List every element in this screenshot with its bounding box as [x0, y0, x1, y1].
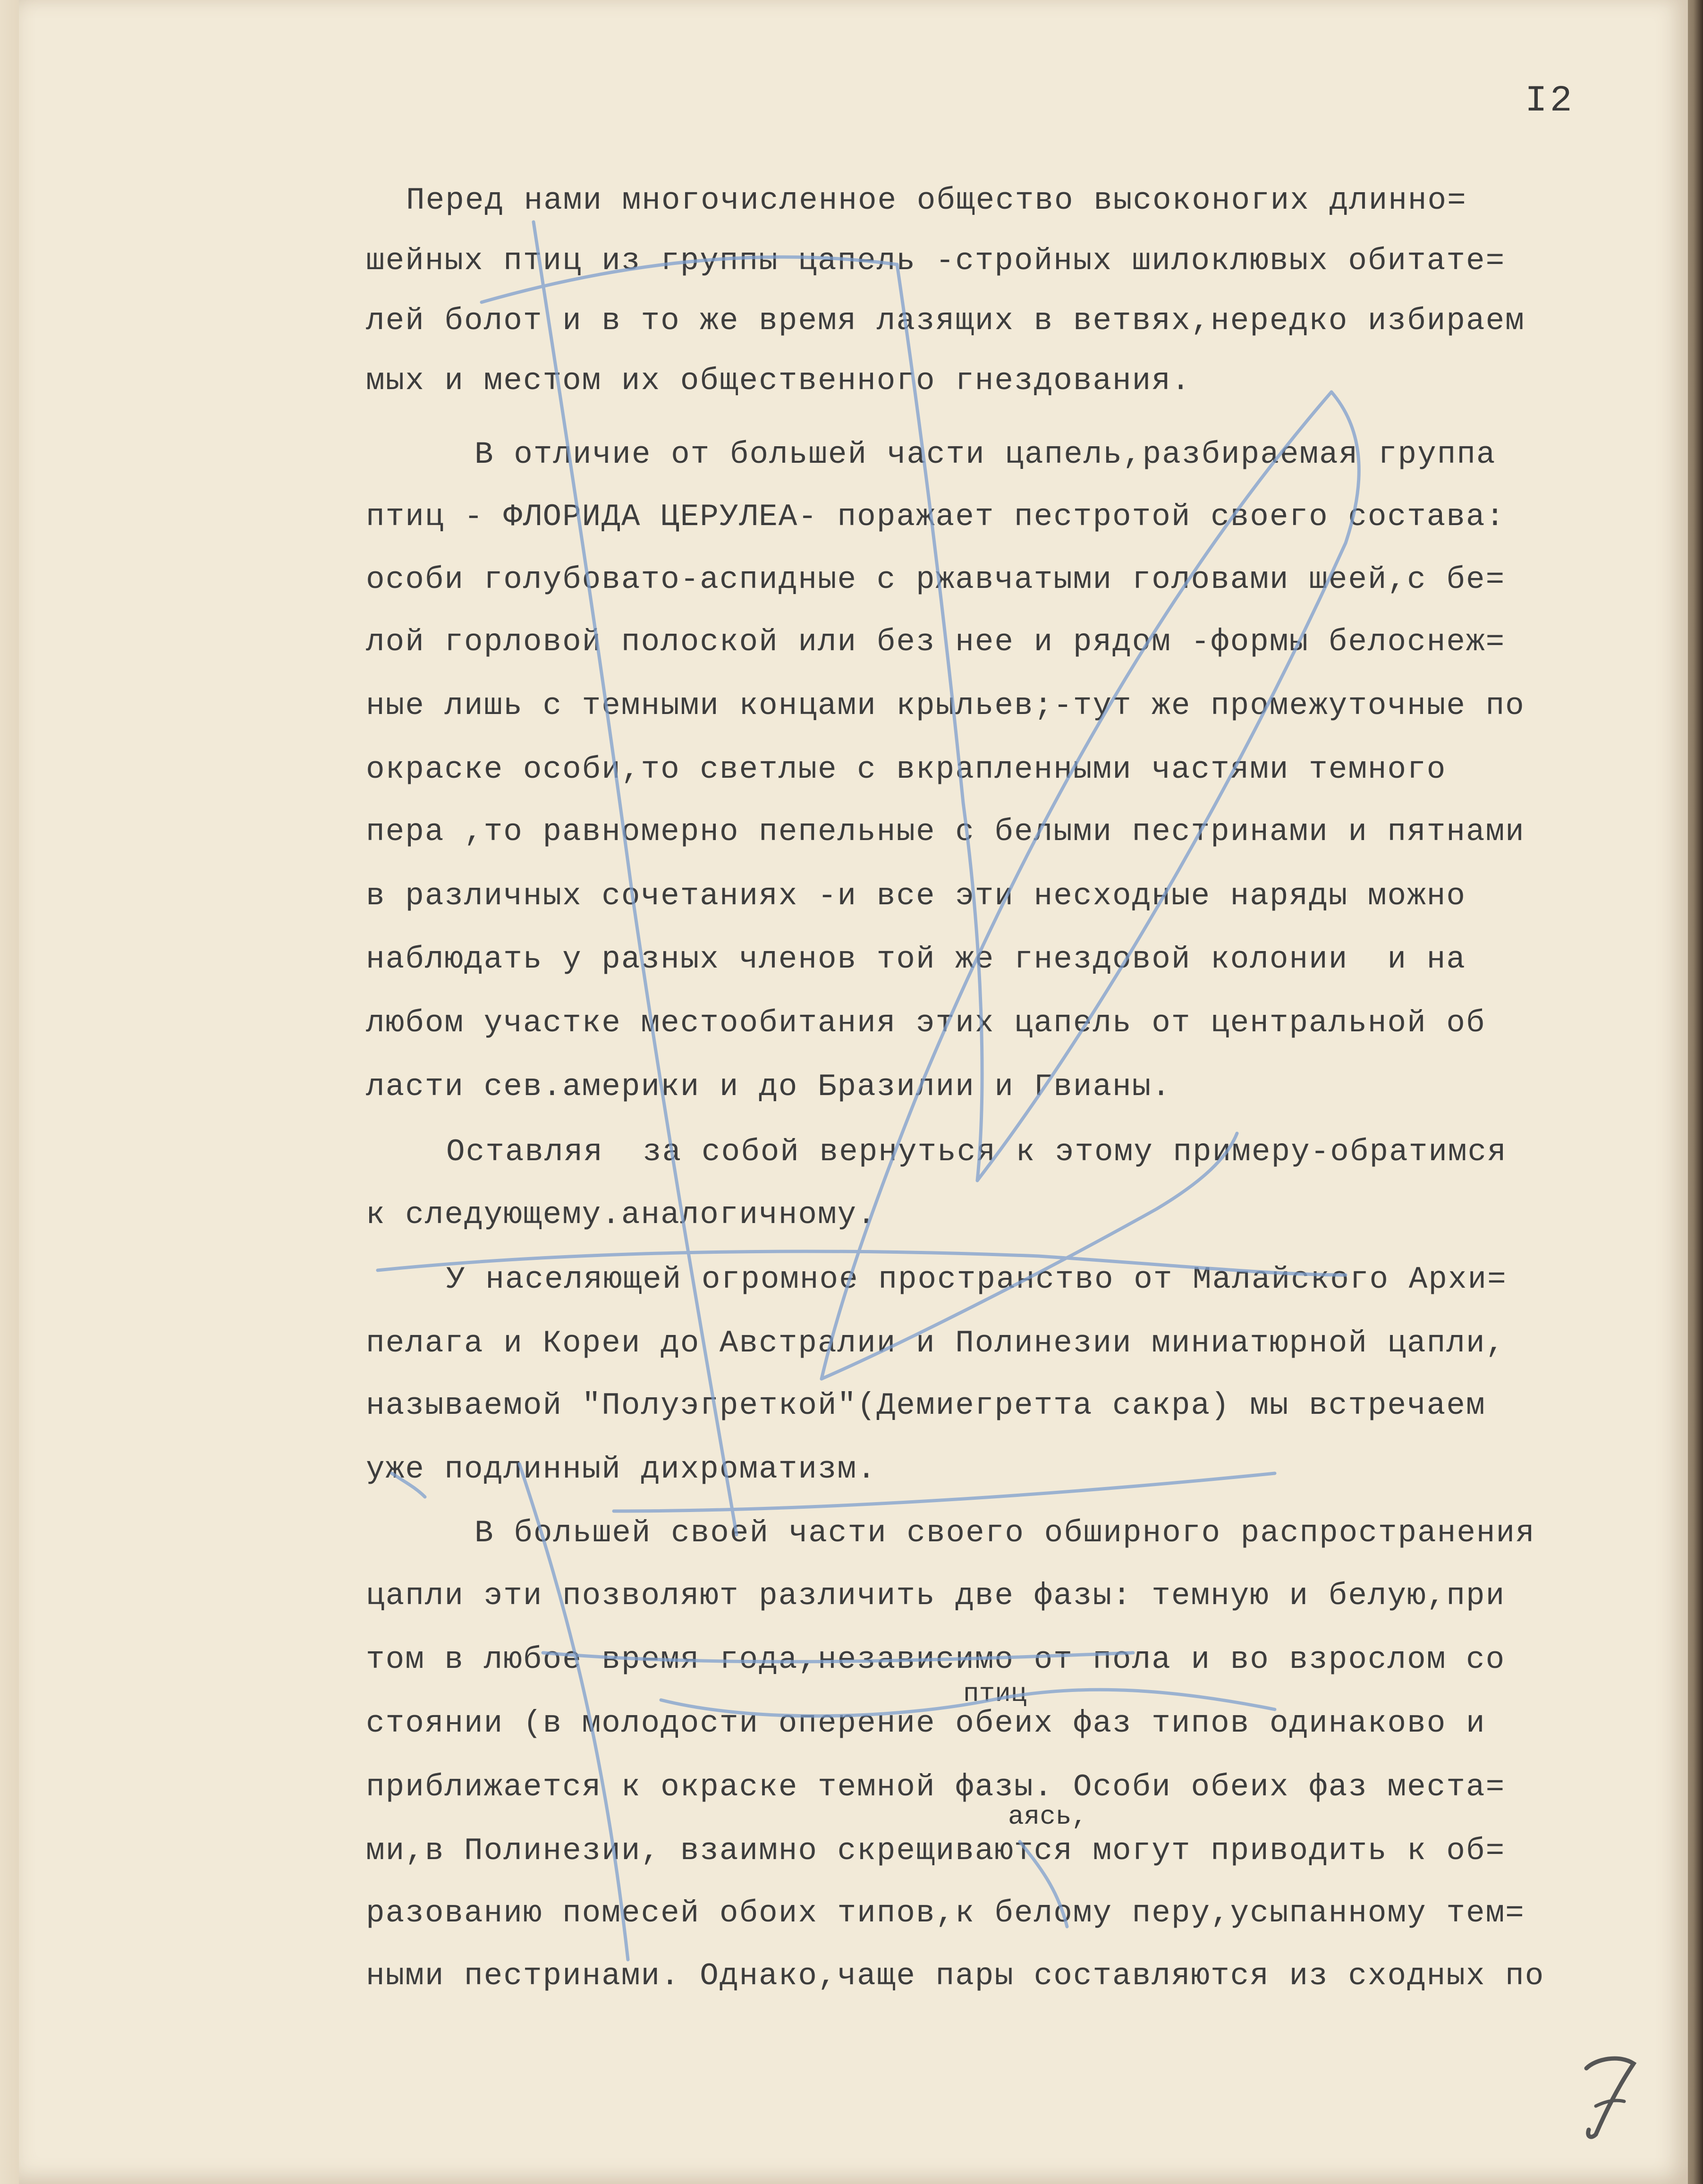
text-line: ми,в Полинезии, взаимно скрещиваются могут приводить к об=	[366, 1833, 1506, 1869]
interlinear-insert: аясь,	[1008, 1802, 1088, 1832]
text-line: разованию помесей обоих типов,к белому перу,усыпанному тем=	[366, 1895, 1525, 1931]
text-line: В большей своей части своего обширного распространения	[474, 1515, 1535, 1551]
page-number: I2	[1525, 80, 1575, 122]
text-line: пера ,то равномерно пепельные с белыми пестринами и пятнами	[366, 814, 1525, 850]
text-line: ные лишь с темными концами крыльев;-тут же промежуточные по	[366, 688, 1525, 723]
interlinear-insert: птиц	[963, 1679, 1027, 1709]
text-line: наблюдать у разных членов той же гнездовой колонии и на	[366, 942, 1466, 977]
text-line: том в любое время года,независимо от пола и во взрослом со	[366, 1642, 1506, 1677]
text-line: Оставляя за собой вернуться к этому примеру-обратимся	[446, 1134, 1507, 1170]
text-line: Перед нами многочисленное общество высоконогих длинно=	[406, 183, 1467, 218]
text-line: лей болот и в то же время лазящих в ветвях,нередко избираем	[366, 303, 1525, 339]
handwritten-folio-mark	[1577, 2049, 1643, 2144]
text-line: пелага и Кореи до Австралии и Полинезии миниатюрной цапли,	[366, 1326, 1506, 1361]
text-line: ласти сев.америки и до Бразилии и Гвианы.	[366, 1069, 1171, 1105]
text-line: В отличие от большей части цапель,разбираемая группа	[474, 437, 1496, 472]
text-line: птиц - ФЛОРИДА ЦЕРУЛЕА- поражает пестротой своего состава:	[366, 499, 1506, 535]
text-line: цапли эти позволяют различить две фазы: темную и белую,при	[366, 1578, 1506, 1614]
text-line: стоянии (в молодости оперение обеих фаз типов одинаково и	[366, 1706, 1486, 1741]
text-line: особи голубовато-аспидные с ржавчатыми головами шеей,с бе=	[366, 562, 1506, 597]
text-line: любом участке местообитания этих цапель от центральной об	[366, 1005, 1486, 1041]
text-line: лой горловой полоской или без нее и рядом -формы белоснеж=	[366, 624, 1506, 660]
text-line: называемой "Полуэгреткой"(Демиегретта сакра) мы встречаем	[366, 1388, 1486, 1423]
text-line: шейных птиц из группы цапель -стройных шилоклювых обитате=	[366, 243, 1506, 279]
text-line: в различных сочетаниях -и все эти несходные наряды можно	[366, 878, 1466, 914]
text-line: к следующему.аналогичному.	[366, 1197, 877, 1232]
text-line: мых и местом их общественного гнездования.	[366, 363, 1191, 399]
text-line: ными пестринами. Однако,чаще пары составляются из сходных по	[366, 1958, 1545, 1994]
text-line: У населяющей огромное пространство от Малайского Архи=	[446, 1262, 1507, 1297]
text-line: приближается к окраске темной фазы. Особи обеих фаз места=	[366, 1769, 1506, 1805]
text-line: окраске особи,то светлые с вкрапленными частями темного	[366, 752, 1447, 787]
text-line: уже подлинный дихроматизм.	[366, 1452, 877, 1487]
